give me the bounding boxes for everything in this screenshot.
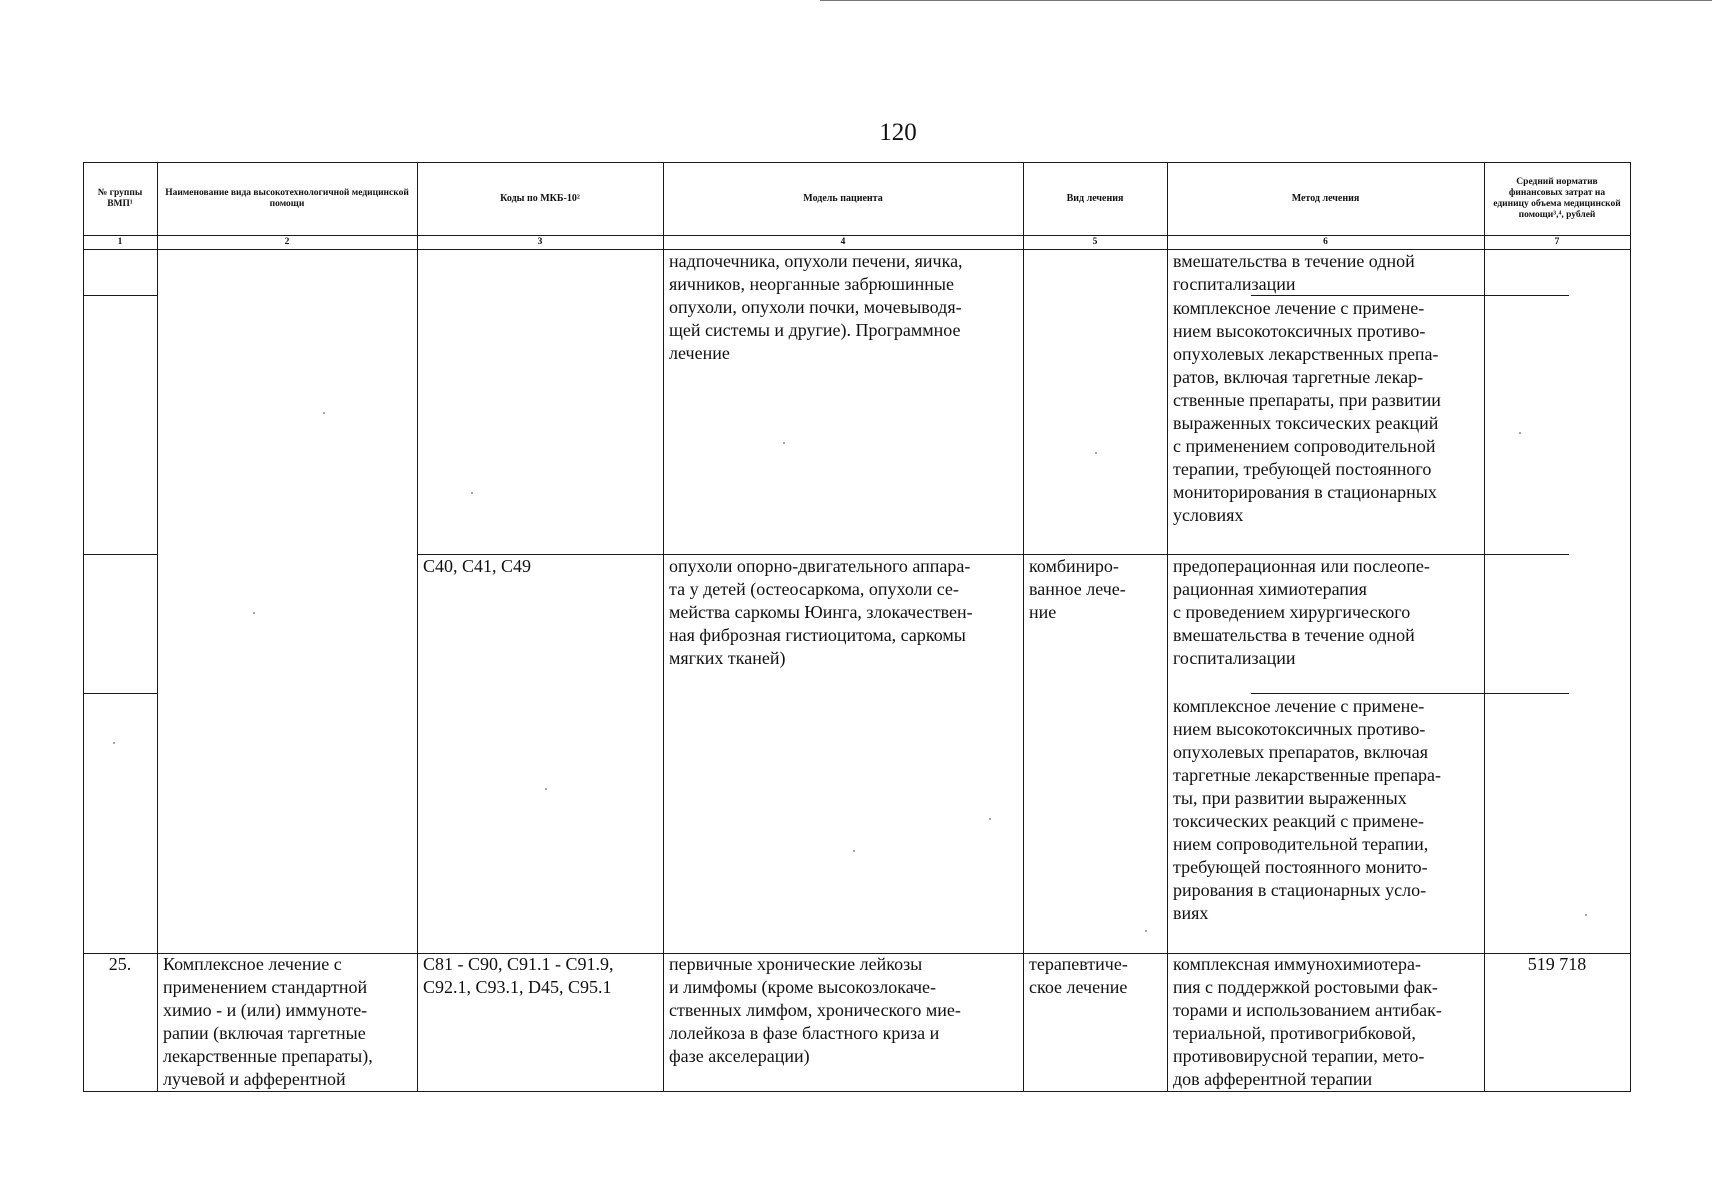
- method-split-bone: [1251, 693, 1569, 694]
- scan-speck: [471, 492, 473, 494]
- header-average-cost: Средний норматив финансовых затрат на единицу объема медицинской помощи³,⁴, рублей: [1493, 176, 1621, 220]
- group25-average-cost: 519 718: [1527, 954, 1587, 974]
- col-number-4: 4: [840, 237, 846, 247]
- scan-speck: [853, 850, 855, 852]
- header-group-number: № группы ВМП¹: [97, 187, 143, 209]
- col-border-5: [1167, 162, 1168, 1092]
- row-line-bone-mid-c1: [83, 693, 157, 694]
- scan-speck: [113, 742, 115, 744]
- bone-icd-codes: C40, C41, C49: [423, 556, 532, 576]
- continued-method-b: комплексное лечение с примене- нием высокотоксичных противо- опухолевых лекарственных препа- ратов, включая таргетные лекар- ственные препараты, при развитии выраженных токсических реакций с применением сопроводительной терапии, требующей постоянного мониторирования в стационарных условиях: [1173, 298, 1441, 525]
- scan-speck: [545, 788, 547, 790]
- col-border-3: [663, 162, 664, 1092]
- bone-treatment-type: комбиниро- ванное лече- ние: [1029, 556, 1126, 622]
- row-line-bone-start-c1: [83, 554, 157, 555]
- row-line-cont-a: [83, 295, 157, 296]
- col-border-7: [1630, 162, 1631, 1092]
- col-number-6: 6: [1323, 237, 1328, 247]
- group25-method: комплексная иммунохимиотера- пия с поддержкой ростовыми фак- торами и использованием антибак- териальной, противогрибковой, противовирусной терапии, мето- дов афферентной терапии: [1173, 954, 1442, 1089]
- bone-method-b: комплексное лечение с примене- нием высокотоксичных противо- опухолевых препаратов, включая таргетные лекарственные препара- ты, при развитии выраженных токсических реакций с примене- нием сопроводительной терапии, требующей постоянного монито- рирования в стационарных усло- виях: [1173, 696, 1442, 923]
- header-bottom-border: [83, 235, 1631, 236]
- group25-number: 25.: [108, 954, 132, 974]
- col-number-1: 1: [117, 237, 123, 247]
- continued-patient-model: надпочечника, опухоли печени, яичка, яичников, неорганные забрюшинные опухоли, опухоли почки, мочевыводя- щей системы и другие). Программное лечение: [669, 251, 963, 363]
- treatment-table: [83, 162, 1631, 1092]
- scan-speck: [253, 612, 255, 614]
- header-icd-codes: Коды по МКБ-10²: [500, 192, 580, 204]
- col-number-2: 2: [284, 237, 290, 247]
- group25-patient-model: первичные хронические лейкозы и лимфомы (кроме высокозлокаче- ственных лимфом, хронического мие- лолейкоза в фазе бластного криза и фазе акселерации): [669, 954, 961, 1066]
- col-number-3: 3: [537, 237, 543, 247]
- scan-speck: [989, 818, 991, 820]
- group25-treatment-type: терапевтиче- ское лечение: [1029, 954, 1128, 997]
- continued-method-a: вмешательства в течение одной госпитализации: [1173, 251, 1415, 294]
- header-care-type-name: Наименование вида высокотехнологичной медицинской помощи: [165, 187, 409, 209]
- scan-speck: [1585, 914, 1587, 916]
- page-number: 120: [879, 119, 917, 146]
- col-border-4: [1023, 162, 1024, 1092]
- scan-speck: [1145, 930, 1147, 932]
- col-number-5: 5: [1092, 237, 1098, 247]
- group25-care-name: Комплексное лечение с применением стандартной химио - и (или) иммуноте- рапии (включая таргетные лекарственные препараты), лучевой и афферентной: [163, 954, 373, 1089]
- scan-speck: [1519, 432, 1521, 434]
- header-patient-model: Модель пациента: [803, 192, 883, 204]
- scan-speck: [1095, 452, 1097, 454]
- col-border-2: [417, 162, 418, 1092]
- header-treatment-method: Метод лечения: [1291, 192, 1360, 204]
- scan-speck: [783, 442, 785, 444]
- scan-speck: [323, 412, 325, 414]
- bone-method-a: предоперационная или послеопе- рационная химиотерапия с проведением хирургического вмешательства в течение одной госпитализации: [1173, 556, 1430, 668]
- table-bottom-border: [83, 1091, 1631, 1092]
- col-border-1: [157, 162, 158, 1092]
- scan-top-edge-line: [820, 0, 1712, 1]
- group25-icd-codes: C81 - C90, C91.1 - C91.9, C92.1, C93.1, D45, C95.1: [423, 954, 614, 997]
- header-treatment-type: Вид лечения: [1066, 192, 1124, 204]
- col-number-7: 7: [1554, 237, 1560, 247]
- bone-patient-model: опухоли опорно-двигательного аппара- та у детей (остеосаркома, опухоли се- мейства саркомы Юинга, злокачествен- ная фиброзная гистиоцитома, саркомы мягких тканей): [669, 556, 973, 668]
